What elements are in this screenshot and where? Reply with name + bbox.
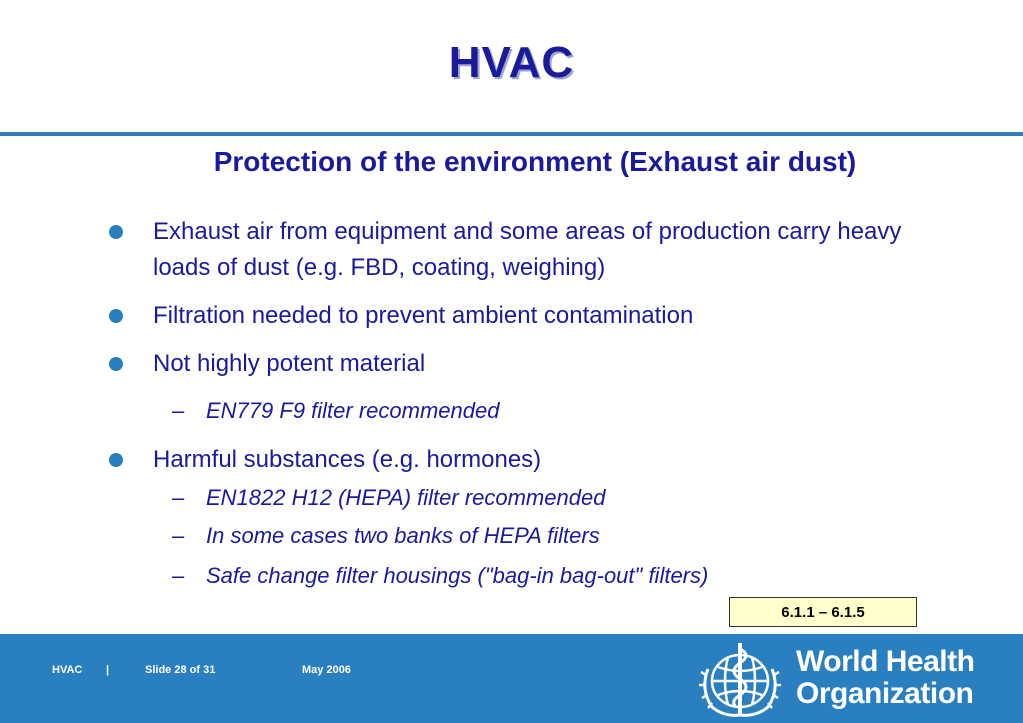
who-wordmark — [796, 646, 974, 710]
dash-bullet-icon: – — [172, 523, 185, 548]
footer-date: May 2006 — [302, 664, 351, 676]
sub-bullet-item — [172, 521, 906, 551]
bullet-item — [153, 346, 933, 382]
bullet-text: Harmful substances (e.g. hormones) — [153, 446, 542, 473]
footer-bar — [0, 634, 1023, 723]
bullet-item — [153, 298, 933, 334]
dash-bullet-icon: – — [172, 485, 185, 510]
dash-bullet-icon: – — [172, 563, 185, 588]
reference-box: 6.1.1 – 6.1.5 — [729, 597, 917, 627]
bullet-item — [153, 442, 933, 478]
round-bullet-icon — [109, 453, 123, 467]
bullet-item — [153, 214, 933, 286]
sub-bullet-text: In some cases two banks of HEPA filters — [206, 523, 600, 548]
org-name-line2: Organization — [796, 677, 974, 710]
bullet-text: Not highly potent material — [153, 350, 426, 377]
round-bullet-icon — [109, 309, 123, 323]
sub-bullet-text: EN779 F9 filter recommended — [206, 398, 500, 423]
title-divider — [0, 132, 1023, 136]
who-emblem-icon — [694, 639, 786, 719]
sub-bullet-text: EN1822 H12 (HEPA) filter recommended — [206, 485, 606, 510]
sub-bullet-item — [172, 561, 906, 591]
round-bullet-icon — [109, 357, 123, 371]
round-bullet-icon — [109, 225, 123, 239]
footer-module: HVAC — [52, 664, 83, 676]
bullet-text: Filtration needed to prevent ambient contamination — [153, 302, 694, 329]
dash-bullet-icon: – — [172, 398, 185, 423]
bullet-text: Exhaust air from equipment and some areas of production carry heavy loads of dust (e.g. FBD, coating, weighing) — [153, 218, 902, 281]
sub-bullet-item — [172, 396, 906, 426]
footer-separator: | — [106, 664, 110, 676]
sub-bullet-text: Safe change filter housings ("bag-in bag-out" filters) — [206, 563, 709, 588]
footer-slide-number: Slide 28 of 31 — [145, 664, 216, 676]
org-name-line1: World Health — [796, 645, 975, 678]
slide-subtitle: Protection of the environment (Exhaust air dust) — [213, 146, 857, 177]
sub-bullet-item — [172, 483, 906, 513]
slide-title: HVAC — [448, 38, 575, 87]
